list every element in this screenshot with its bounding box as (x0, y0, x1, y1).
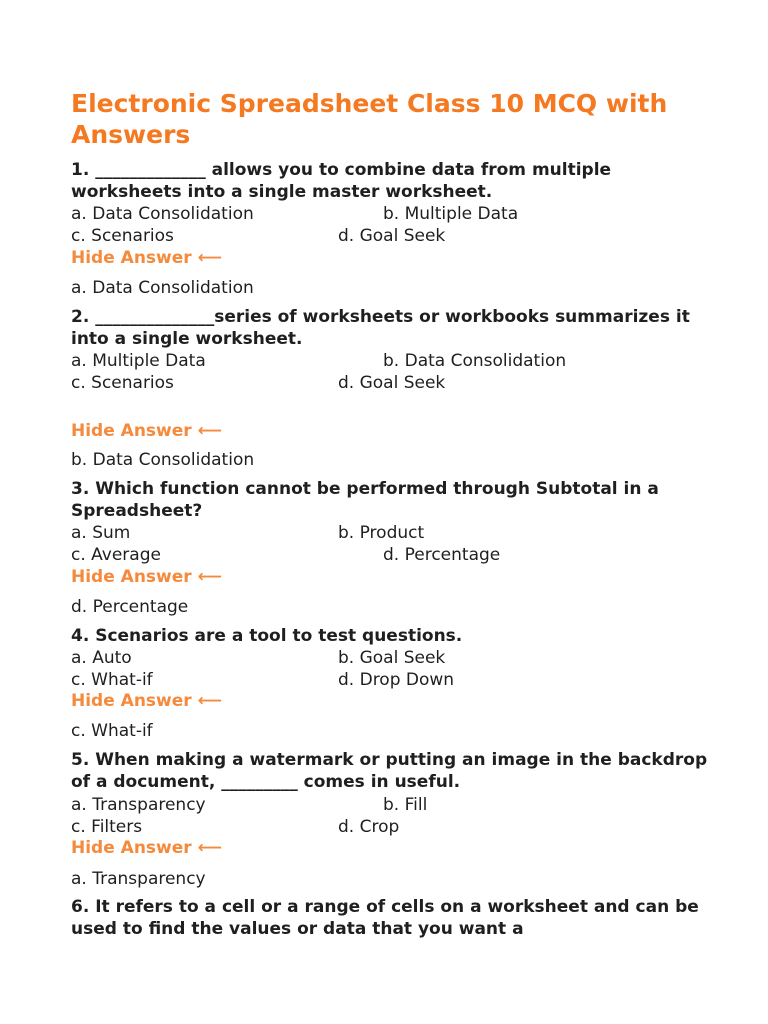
hide-answer-link-2[interactable]: Hide Answer ⟵ (71, 421, 222, 441)
option-4c: c. What-if (71, 670, 153, 690)
option-2d: d. Goal Seek (338, 373, 446, 393)
option-3c: c. Average (71, 545, 161, 565)
option-1a: a. Data Consolidation (71, 204, 254, 224)
hide-answer-link-4[interactable]: Hide Answer ⟵ (71, 691, 222, 711)
option-1d: d. Goal Seek (338, 226, 446, 246)
question-6: 6. It refers to a cell or a range of cells on a worksheet and can be used to find the values or data that you want a (71, 897, 699, 939)
question-5: 5. When making a watermark or putting an image in the backdrop of a document, _________ comes in useful. (71, 750, 708, 792)
option-1b: b. Multiple Data (383, 204, 519, 224)
answer-3: d. Percentage (71, 597, 189, 617)
hide-answer-link-5[interactable]: Hide Answer ⟵ (71, 838, 222, 858)
question-1: 1. _____________ allows you to combine data from multiple worksheets into a single master worksheet. (71, 160, 612, 202)
option-4b: b. Goal Seek (338, 648, 446, 668)
hide-answer-link-3[interactable]: Hide Answer ⟵ (71, 567, 222, 587)
question-2: 2. ______________series of worksheets or workbooks summarizes it into a single worksheet. (71, 307, 690, 349)
option-5d: d. Crop (338, 817, 400, 837)
page-title: Electronic Spreadsheet Class 10 MCQ with Answers (71, 89, 668, 149)
option-5b: b. Fill (383, 795, 428, 815)
option-5a: a. Transparency (71, 795, 206, 815)
option-2c: c. Scenarios (71, 373, 174, 393)
answer-5: a. Transparency (71, 869, 206, 889)
question-3: 3. Which function cannot be performed through Subtotal in a Spreadsheet? (71, 479, 659, 521)
option-1c: c. Scenarios (71, 226, 174, 246)
option-2b: b. Data Consolidation (383, 351, 567, 371)
option-3d: d. Percentage (383, 545, 501, 565)
option-3b: b. Product (338, 523, 425, 543)
question-4: 4. Scenarios are a tool to test questions. (71, 626, 463, 646)
hide-answer-link-1[interactable]: Hide Answer ⟵ (71, 248, 222, 268)
option-3a: a. Sum (71, 523, 131, 543)
option-2a: a. Multiple Data (71, 351, 206, 371)
answer-1: a. Data Consolidation (71, 278, 254, 298)
option-4a: a. Auto (71, 648, 132, 668)
option-4d: d. Drop Down (338, 670, 455, 690)
answer-4: c. What-if (71, 721, 153, 741)
option-5c: c. Filters (71, 817, 143, 837)
answer-2: b. Data Consolidation (71, 450, 255, 470)
